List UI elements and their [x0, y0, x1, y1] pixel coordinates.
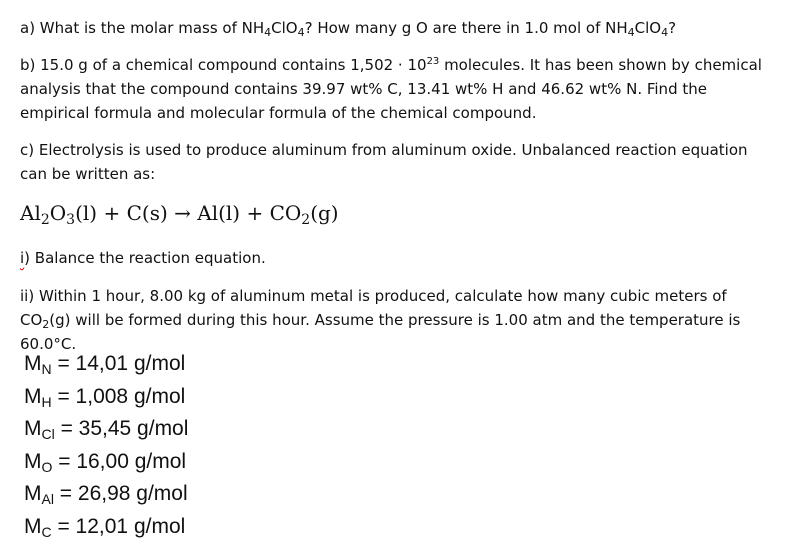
- molar-mass-row: MN = 14,01 g/mol: [24, 352, 186, 377]
- reaction-equation: $Al_2O_3(l) + C(s) \to Al(l) + CO_2(g)$: [20, 201, 339, 228]
- question-c: c) Electrolysis is used to produce aluminum from aluminum oxide. Unbalanced reaction equation can be written as:: [20, 141, 748, 183]
- question-a: a) What is the molar mass of $NH_4ClO_4$? How many g O are there in 1.0 mol of $NH_4ClO_4$?: [20, 19, 677, 39]
- molar-mass-row: MC = 12,01 g/mol: [24, 514, 186, 540]
- molar-mass-row: MO = 16,00 g/mol: [24, 449, 187, 475]
- molar-mass-list: [24, 348, 188, 543]
- part-i: i) Balance the reaction equation.: [20, 249, 266, 267]
- molar-mass-row: MAl = 26,98 g/mol: [24, 482, 188, 507]
- molar-mass-row: MH = 1,008 g/mol: [24, 384, 186, 410]
- part-ii: ii) Within 1 hour, 8.00 kg of aluminum metal is produced, calculate how many cubic meters of $CO_2(g)$ will be formed during this hour. Assume the pressure is 1.00 atm and the temperature is 60.0°C.: [20, 287, 741, 353]
- molar-mass-row: MCl = 35,45 g/mol: [24, 417, 189, 442]
- question-b: b) 15.0 g of a chemical compound contains $1,502 \cdot 10^{23}$ molecules. It has been shown by chemical analysis that the compound contains 39.97 wt% C, 13.41 wt% H and 46.62 wt% N. Find the empirical formula and molecular formula of the chemical compound.: [20, 56, 762, 122]
